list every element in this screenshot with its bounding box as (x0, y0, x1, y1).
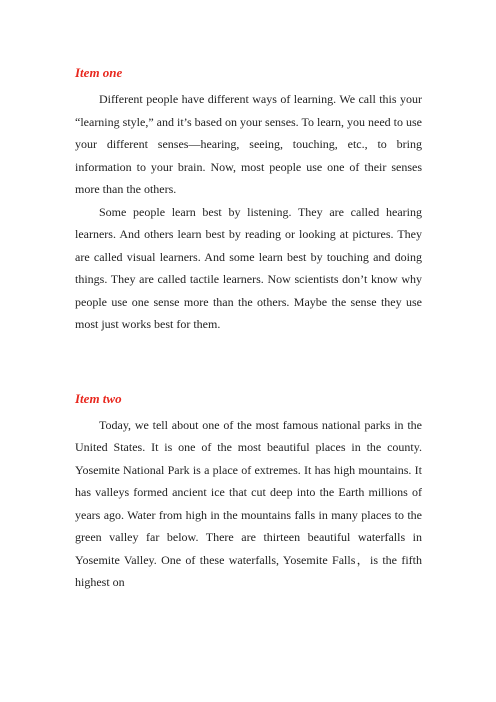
document-page (75, 64, 422, 594)
item-one-section (75, 64, 422, 336)
section-spacer (75, 336, 422, 390)
item-one-heading: Item one (75, 65, 123, 80)
item-two-heading: Item two (75, 390, 122, 406)
item-two-section (75, 390, 422, 594)
item-one-paragraph-2: Some people learn best by listening. They are called hearing learners. And others learn best by reading or looking at pictures. They are called visual learners. And some learn best by touching and doing things. They are called tactile learners. Now scientists don’t know why people use one sense more than the others. Maybe the sense they use most just works best for them. (75, 204, 422, 331)
item-one-paragraph-1: Different people have different ways of learning. We call this your “learning style,” and it’s based on your senses. To learn, you need to use your different senses—hearing, seeing, touching, etc., to bring information to your brain. Now, most people use one of their senses more than the others. (75, 92, 422, 196)
item-two-paragraph-1: Today, we tell about one of the most famous national parks in the United States. It is one of the most beautiful places in the county. Yosemite National Park is a place of extremes. It has high mountains. It has valleys formed ancient ice that cut deep into the Earth millions of years ago. Water from high in the mountains falls in many places to the green valley far below. There are thirteen beautiful waterfalls in Yosemite Valley. One of these waterfalls, Yosemite Falls，is the fifth highest on (75, 417, 422, 589)
